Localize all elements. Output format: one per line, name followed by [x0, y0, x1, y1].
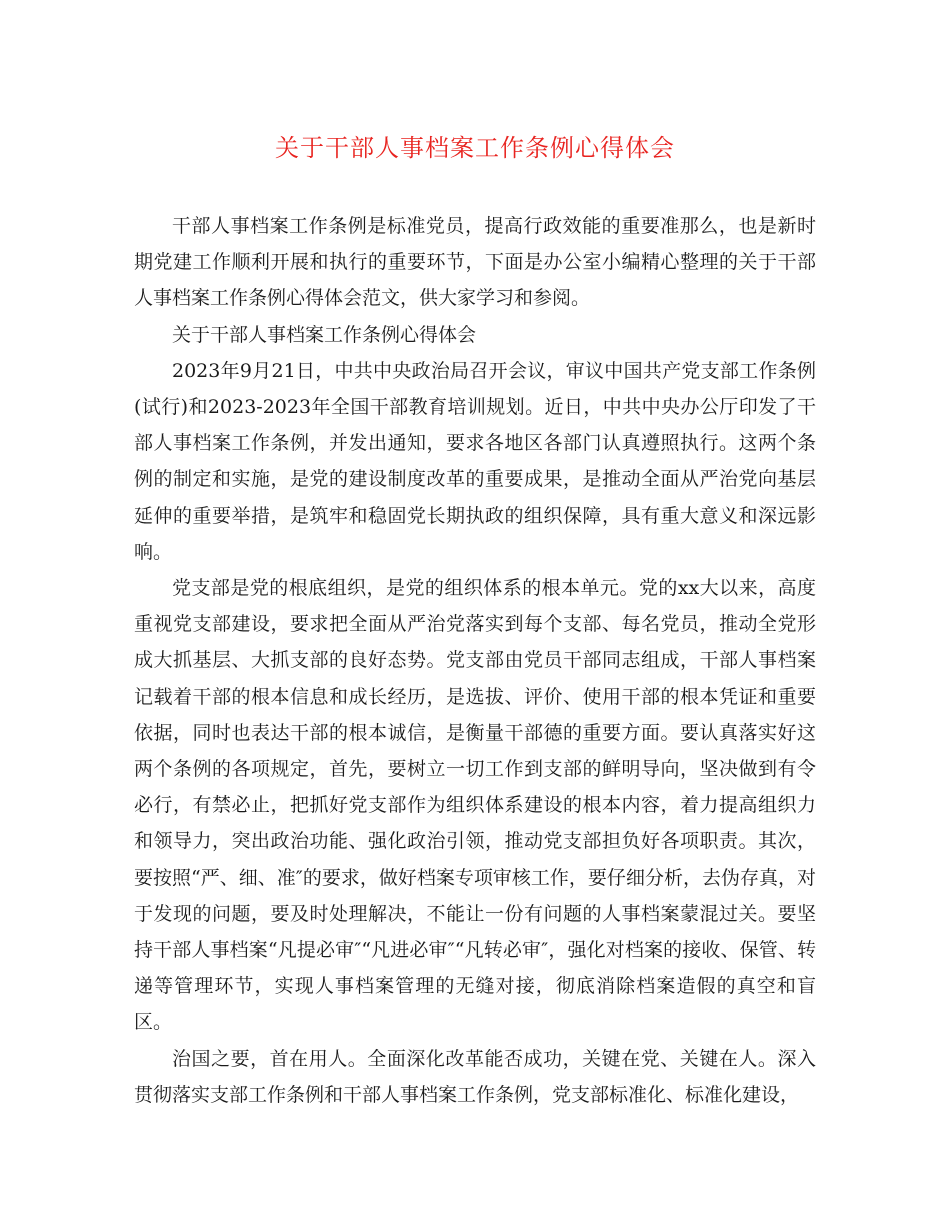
document-title: 关于干部人事档案工作条例心得体会 [275, 134, 675, 162]
paragraph-meeting: 2023年9月21日，中共中央政治局召开会议，审议中国共产党支部工作条例(试行)和2023-2023年全国干部教育培训规划。近日，中共中央办公厅印发了干部人事档案工作条例，并发出通知，要求各地区各部门认真遵照执行。这两个条例的制定和实施，是党的建设制度改革的重要成果，是推动全面从严治党向基层延伸的重要举措，是筑牢和稳固党长期执政的组织保障，具有重大意义和深远影响。 [134, 359, 816, 563]
paragraph-intro: 干部人事档案工作条例是标准党员，提高行政效能的重要准那么，也是新时期党建工作顺利开展和执行的重要环节，下面是办公室小编精心整理的关于干部人事档案工作条例心得体会范文，供大家学习和参阅。 [134, 215, 816, 310]
document-body [134, 208, 816, 1113]
paragraph-party-branch: 党支部是党的根底组织，是党的组织体系的根本单元。党的xx大以来，高度重视党支部建设，要求把全面从严治党落实到每个支部、每名党员，推动全党形成大抓基层、大抓支部的良好态势。党支部由党员干部同志组成，干部人事档案记载着干部的根本信息和成长经历，是选拔、评价、使用干部的根本凭证和重要依据，同时也表达干部的根本诚信，是衡量干部德的重要方面。要认真落实好这两个条例的各项规定，首先，要树立一切工作到支部的鲜明导向，坚决做到有令必行，有禁必止，把抓好党支部作为组织体系建设的根本内容，着力提高组织力和领导力，突出政治功能、强化政治引领，推动党支部担负好各项职责。其次，要按照“严、细、准″的要求，做好档案专项审核工作，要仔细分析，去伪存真，对于发现的问题，要及时处理解决，不能让一份有问题的人事档案蒙混过关。要坚持干部人事档案“凡提必审″“凡进必审″“凡转必审″，强化对档案的接收、保管、转递等管理环节，实现人事档案管理的无缝对接，彻底消除档案造假的真空和盲区。 [134, 577, 816, 1034]
document-page [134, 128, 816, 1113]
paragraph-subtitle: 关于干部人事档案工作条例心得体会 [172, 323, 477, 346]
paragraph-governance: 治国之要，首在用人。全面深化改革能否成功，关键在党、关键在人。深入贯彻落实支部工作条例和干部人事档案工作条例，党支部标准化、标准化建设， [134, 1047, 816, 1106]
